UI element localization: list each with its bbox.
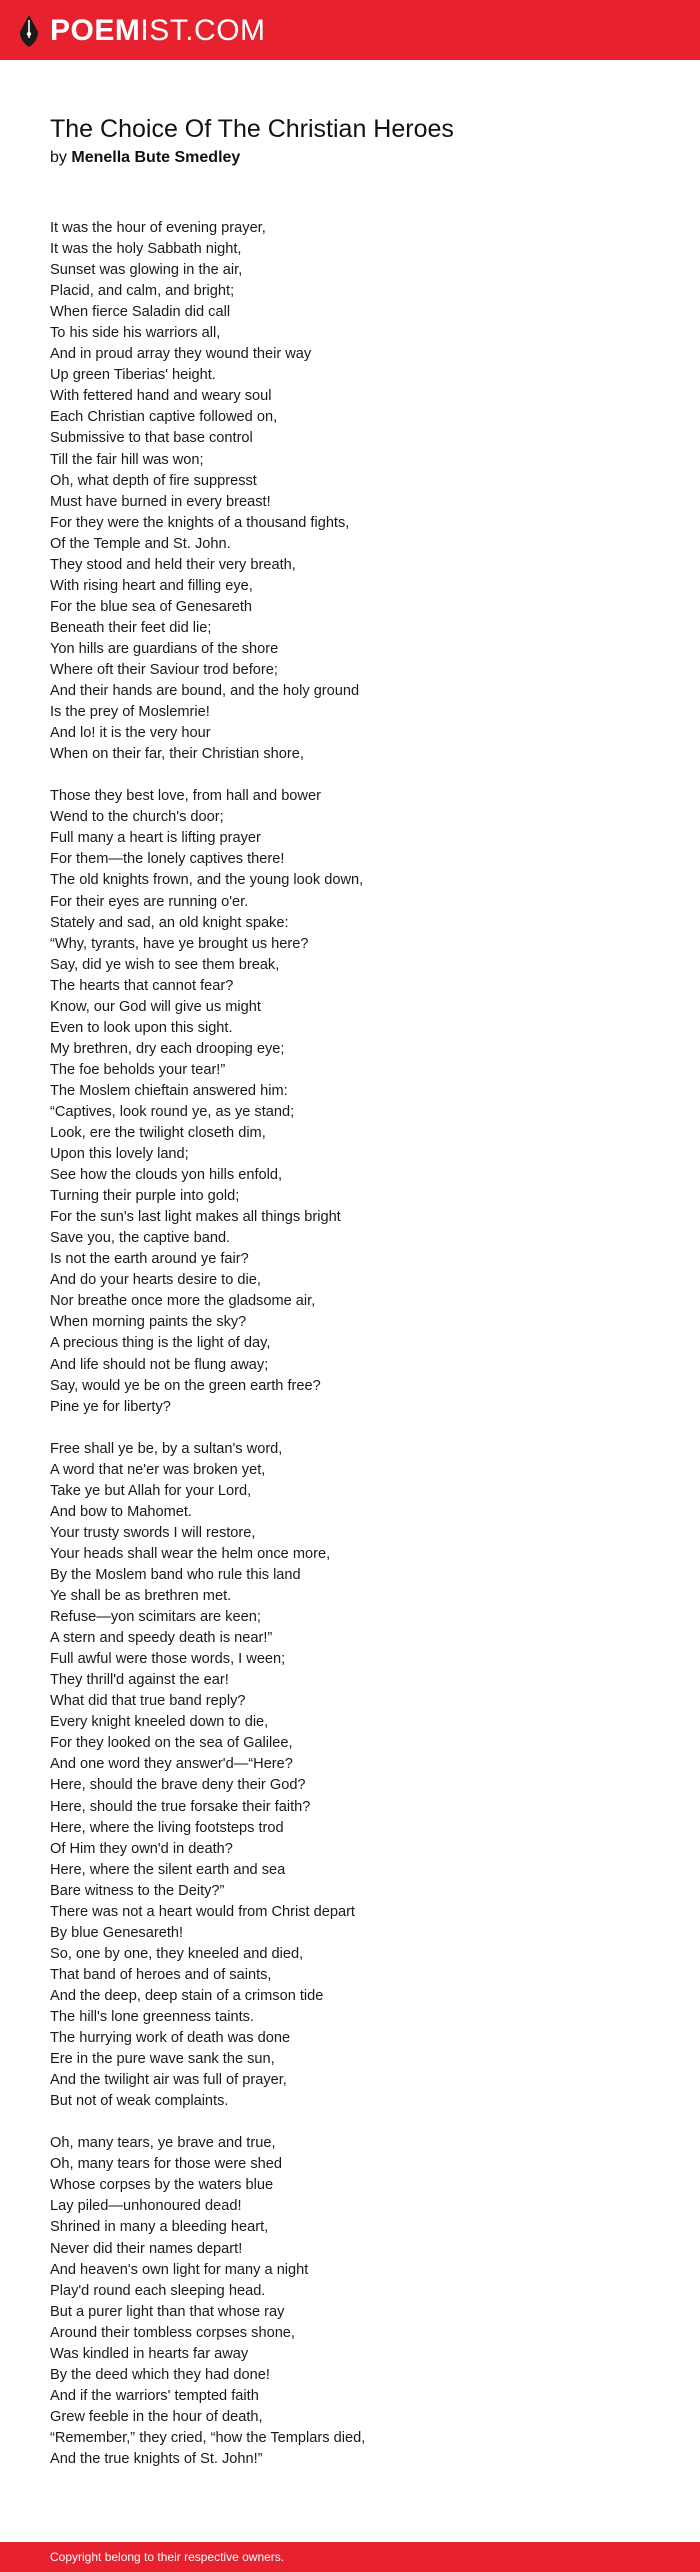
poem-line: The hurrying work of death was done (50, 2030, 291, 2047)
poem-line: Yon hills are guardians of the shore (50, 640, 279, 657)
poem-line: Where oft their Saviour trod before; (50, 661, 278, 678)
poem-line: And one word they answer'd—“Here? (50, 1756, 293, 1773)
byline (50, 147, 670, 169)
poem-line: The hill's lone greenness taints. (50, 2008, 254, 2025)
poem-line: Know, our God will give us might (50, 998, 261, 1015)
poem-line: My brethren, dry each drooping eye; (50, 1040, 285, 1057)
poem-line: A word that ne'er was broken yet, (50, 1461, 266, 1478)
author-name: Menella Bute Smedley (71, 149, 241, 166)
poem-line: And the twilight air was full of prayer, (50, 2072, 287, 2089)
poem-line: Bare witness to the Deity?” (50, 1882, 225, 1899)
poem-line: And in proud array they wound their way (50, 346, 312, 363)
header-bar (0, 0, 700, 60)
poem-line: Here, where the silent earth and sea (50, 1861, 286, 1878)
poem-line: Submissive to that base control (50, 430, 253, 447)
poem-line: But a purer light than that whose ray (50, 2303, 285, 2320)
poem-line: Those they best love, from hall and bower (50, 788, 321, 805)
byline-prefix: by (50, 149, 67, 166)
poem-line: Oh, what depth of fire suppresst (50, 472, 257, 489)
poem-line: When on their far, their Christian shore, (50, 746, 304, 763)
poem-title: The Choice Of The Christian Heroes (50, 115, 454, 143)
poem-line: And life should not be flung away; (50, 1356, 269, 1373)
poem-line: And bow to Mahomet. (50, 1503, 192, 1520)
poem-line: A precious thing is the light of day, (50, 1335, 271, 1352)
poem-line: For them—the lonely captives there! (50, 851, 285, 868)
poem-line: Full awful were those words, I ween; (50, 1651, 286, 1668)
poem-line: Stately and sad, an old knight spake: (50, 914, 289, 931)
poem-line: Ye shall be as brethren met. (50, 1588, 232, 1605)
poem-line: Here, should the brave deny their God? (50, 1777, 306, 1794)
poem-line: Say, did ye wish to see them break, (50, 956, 280, 973)
poem-line: Pine ye for liberty? (50, 1398, 171, 1415)
brand-strong: POEM (50, 14, 141, 47)
stanza-break (50, 1418, 670, 1439)
poem-line: By the deed which they had done! (50, 2366, 270, 2383)
footer-bar (0, 2542, 700, 2572)
poem-line: “Remember,” they cried, “how the Templars died, (50, 2429, 366, 2446)
poem-line: Must have burned in every breast! (50, 493, 271, 510)
poem-line: For they were the knights of a thousand fights, (50, 514, 350, 531)
poem-line: For the blue sea of Genesareth (50, 598, 253, 615)
stanza (50, 1439, 670, 2113)
poem-line: Till the fair hill was won; (50, 451, 204, 468)
poem-line: When fierce Saladin did call (50, 304, 231, 321)
poem-line: Turning their purple into gold; (50, 1188, 240, 1205)
poem-line: Save you, the captive band. (50, 1230, 231, 1247)
poem-line: To his side his warriors all, (50, 325, 221, 342)
poem-line: With rising heart and filling eye, (50, 577, 253, 594)
poem-line: For they looked on the sea of Galilee, (50, 1735, 293, 1752)
poem-line: “Captives, look round ye, as ye stand; (50, 1103, 295, 1120)
poem-line: Placid, and calm, and bright; (50, 283, 235, 300)
poem-line: Ere in the pure wave sank the sun, (50, 2051, 275, 2068)
poem-line: Your trusty swords I will restore, (50, 1524, 256, 1541)
poem-line: Take ye but Allah for your Lord, (50, 1482, 252, 1499)
brand-light: IST.COM (140, 14, 266, 47)
poem-line: So, one by one, they kneeled and died, (50, 1945, 304, 1962)
poem-line: It was the hour of evening prayer, (50, 220, 266, 236)
poem-line: And their hands are bound, and the holy ground (50, 683, 360, 700)
poem-line: With fettered hand and weary soul (50, 388, 272, 405)
pen-nib-icon (18, 14, 40, 48)
poem-line: Look, ere the twilight closeth dim, (50, 1125, 266, 1142)
poem-line: Your heads shall wear the helm once more, (50, 1545, 331, 1562)
poem-line: Nor breathe once more the gladsome air, (50, 1293, 316, 1310)
poem-line: The hearts that cannot fear? (50, 977, 234, 994)
poem-line: And heaven's own light for many a night (50, 2261, 309, 2278)
site-logo-text (50, 14, 266, 48)
poem-line: Whose corpses by the waters blue (50, 2177, 274, 2194)
poem-line: Shrined in many a bleeding heart, (50, 2219, 269, 2236)
poem-line: Of Him they own'd in death? (50, 1840, 233, 1857)
poem-line: For the sun's last light makes all things bright (50, 1209, 341, 1226)
poem-line: When morning paints the sky? (50, 1314, 247, 1331)
poem-line: The old knights frown, and the young look down, (50, 872, 364, 889)
stanza-break (50, 2112, 670, 2133)
poem-line: Is not the earth around ye fair? (50, 1251, 249, 1268)
poem-line: By the Moslem band who rule this land (50, 1567, 301, 1583)
poem-line: Upon this lovely land; (50, 1146, 189, 1163)
poem-line: Lay piled—unhonoured dead! (50, 2198, 242, 2215)
poem-line: Wend to the church's door; (50, 809, 224, 826)
poem-line: And the deep, deep stain of a crimson tide (50, 1987, 324, 2004)
poem-line: Sunset was glowing in the air, (50, 262, 243, 279)
poem-line: It was the holy Sabbath night, (50, 241, 242, 258)
poem-line: Never did their names depart! (50, 2240, 243, 2257)
poem-line: Here, where the living footsteps trod (50, 1819, 284, 1836)
poem-line: The Moslem chieftain answered him: (50, 1082, 288, 1099)
poem-line: And do your hearts desire to die, (50, 1272, 261, 1289)
poem-line: Beneath their feet did lie; (50, 619, 212, 636)
poem-line: Was kindled in hearts far away (50, 2345, 249, 2362)
poem-line: By blue Genesareth! (50, 1924, 184, 1941)
poem-line: Here, should the true forsake their faith? (50, 1798, 311, 1815)
stanza (50, 2133, 670, 2470)
poem-line: Say, would ye be on the green earth free? (50, 1377, 321, 1394)
poem-line: They stood and held their very breath, (50, 556, 296, 573)
poem-line: Up green Tiberias' height. (50, 367, 216, 384)
poem-line: And if the warriors' tempted faith (50, 2387, 259, 2404)
poem-line: For their eyes are running o'er. (50, 893, 249, 910)
poem-line: Around their tombless corpses shone, (50, 2324, 295, 2341)
poem-line: Play'd round each sleeping head. (50, 2282, 266, 2299)
poem-line: Is the prey of Moslemrie! (50, 704, 210, 721)
poem-line: Oh, many tears for those were shed (50, 2156, 282, 2173)
poem-line: Grew feeble in the hour of death, (50, 2408, 263, 2425)
poem-line: And the true knights of St. John!” (50, 2450, 263, 2467)
poem-line: A stern and speedy death is near!” (50, 1630, 273, 1647)
stanza (50, 218, 670, 765)
poem-line: Full many a heart is lifting prayer (50, 830, 261, 847)
poem-line: What did that true band reply? (50, 1693, 246, 1710)
stanza (50, 786, 670, 1417)
copyright-text: Copyright belong to their respective owners. (50, 2550, 285, 2564)
poem-line: That band of heroes and of saints, (50, 1966, 272, 1983)
poem-line: There was not a heart would from Christ depart (50, 1903, 355, 1920)
poem-line: And lo! it is the very hour (50, 725, 211, 742)
poem-line: Oh, many tears, ye brave and true, (50, 2135, 276, 2152)
poem-line: The foe beholds your tear!” (50, 1061, 226, 1078)
poem-line: Of the Temple and St. John. (50, 535, 231, 552)
poem-line: Every knight kneeled down to die, (50, 1714, 269, 1731)
poem-line: Each Christian captive followed on, (50, 409, 278, 426)
poem-body (50, 218, 670, 2470)
poem-line: But not of weak complaints. (50, 2093, 229, 2110)
poem-line: “Why, tyrants, have ye brought us here? (50, 935, 309, 952)
poem-line: Free shall ye be, by a sultan's word, (50, 1440, 283, 1457)
poem-line: Even to look upon this sight. (50, 1019, 233, 1036)
poem-header (50, 113, 670, 169)
poem-line: See how the clouds yon hills enfold, (50, 1167, 283, 1184)
poem-line: They thrill'd against the ear! (50, 1672, 229, 1689)
stanza-break (50, 765, 670, 786)
site-logo-link[interactable] (18, 14, 266, 48)
poem-line: Refuse—yon scimitars are keen; (50, 1609, 261, 1626)
